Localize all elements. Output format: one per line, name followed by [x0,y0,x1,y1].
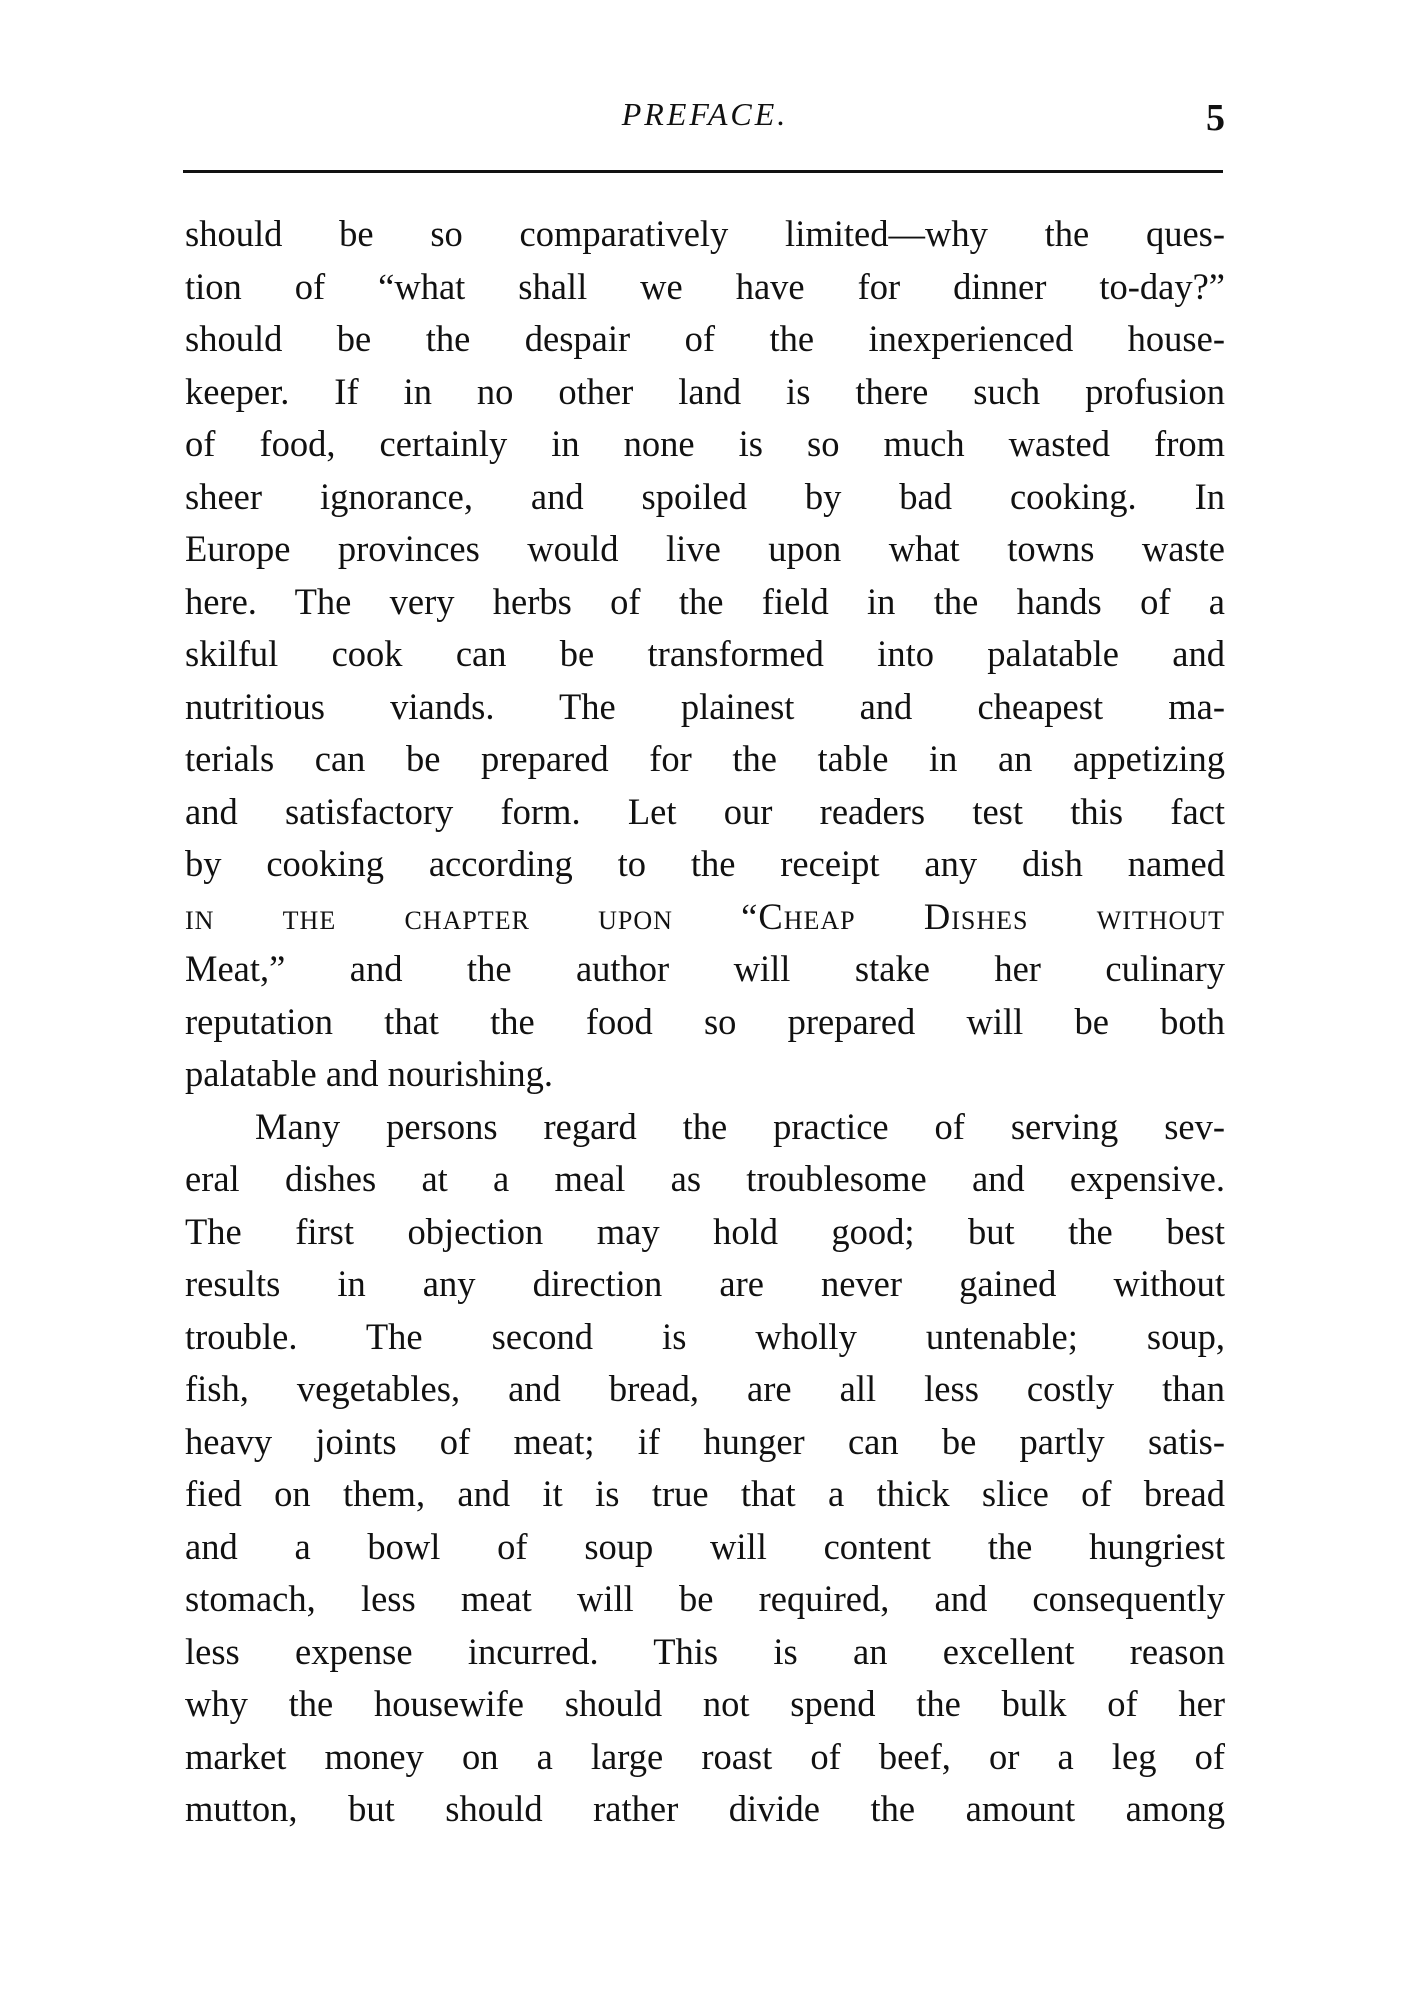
text-line: eral dishes at a meal as troublesome and expensive. [185,1158,1225,1199]
text-line: by cooking according to the receipt any dish named [185,843,1225,884]
text-line: market money on a large roast of beef, or a leg of [185,1735,1225,1777]
text-line: in the chapter upon “Cheap Dishes without [185,895,1225,937]
text-line: mutton, but should rather divide the amount among [185,1788,1225,1829]
text-line: here. The very herbs of the field in the hands of a [185,580,1225,622]
text-line: terials can be prepared for the table in an appetizing [185,738,1225,779]
text-line: skilful cook can be transformed into palatable and [185,633,1225,674]
text-line: fied on them, and it is true that a thick slice of bread [185,1473,1225,1514]
text-line: stomach, less meat will be required, and consequently [185,1578,1225,1619]
running-head [185,96,1225,146]
text-line: trouble. The second is wholly untenable; soup, [185,1315,1225,1357]
text-line: tion of “what shall we have for dinner to-day?” [185,265,1225,307]
running-title: PREFACE. [621,96,789,132]
text-line: keeper. If in no other land is there such profusion [185,370,1225,412]
text-line: heavy joints of meat; if hunger can be partly satis- [185,1420,1225,1462]
text-line: should be so comparatively limited—why the ques- [185,213,1225,254]
text-line: Many persons regard the practice of serving sev- [255,1105,1225,1147]
text-line: and a bowl of soup will content the hungriest [185,1525,1225,1567]
text-line: The first objection may hold good; but the best [185,1210,1225,1252]
text-line: sheer ignorance, and spoiled by bad cooking. In [185,475,1225,517]
text-line: why the housewife should not spend the bulk of her [185,1683,1225,1724]
text-line: of food, certainly in none is so much wasted from [185,423,1225,464]
text-line: Meat,” and the author will stake her culinary [185,948,1225,989]
text-line: and satisfactory form. Let our readers test this fact [185,790,1225,832]
text-line: palatable and nourishing. [185,1053,553,1094]
header-rule [183,170,1223,173]
body-text [185,208,1225,1836]
text-line: Europe provinces would live upon what towns waste [185,528,1225,569]
text-line: reputation that the food so prepared will be both [185,1000,1225,1042]
text-line: should be the despair of the inexperienced house- [185,318,1225,359]
text-line: fish, vegetables, and bread, are all less costly than [185,1368,1225,1409]
text-line: nutritious viands. The plainest and cheapest ma- [185,685,1225,727]
text-line: less expense incurred. This is an excellent reason [185,1630,1225,1672]
text-line: results in any direction are never gained without [185,1263,1225,1304]
page-number: 5 [1206,97,1225,139]
